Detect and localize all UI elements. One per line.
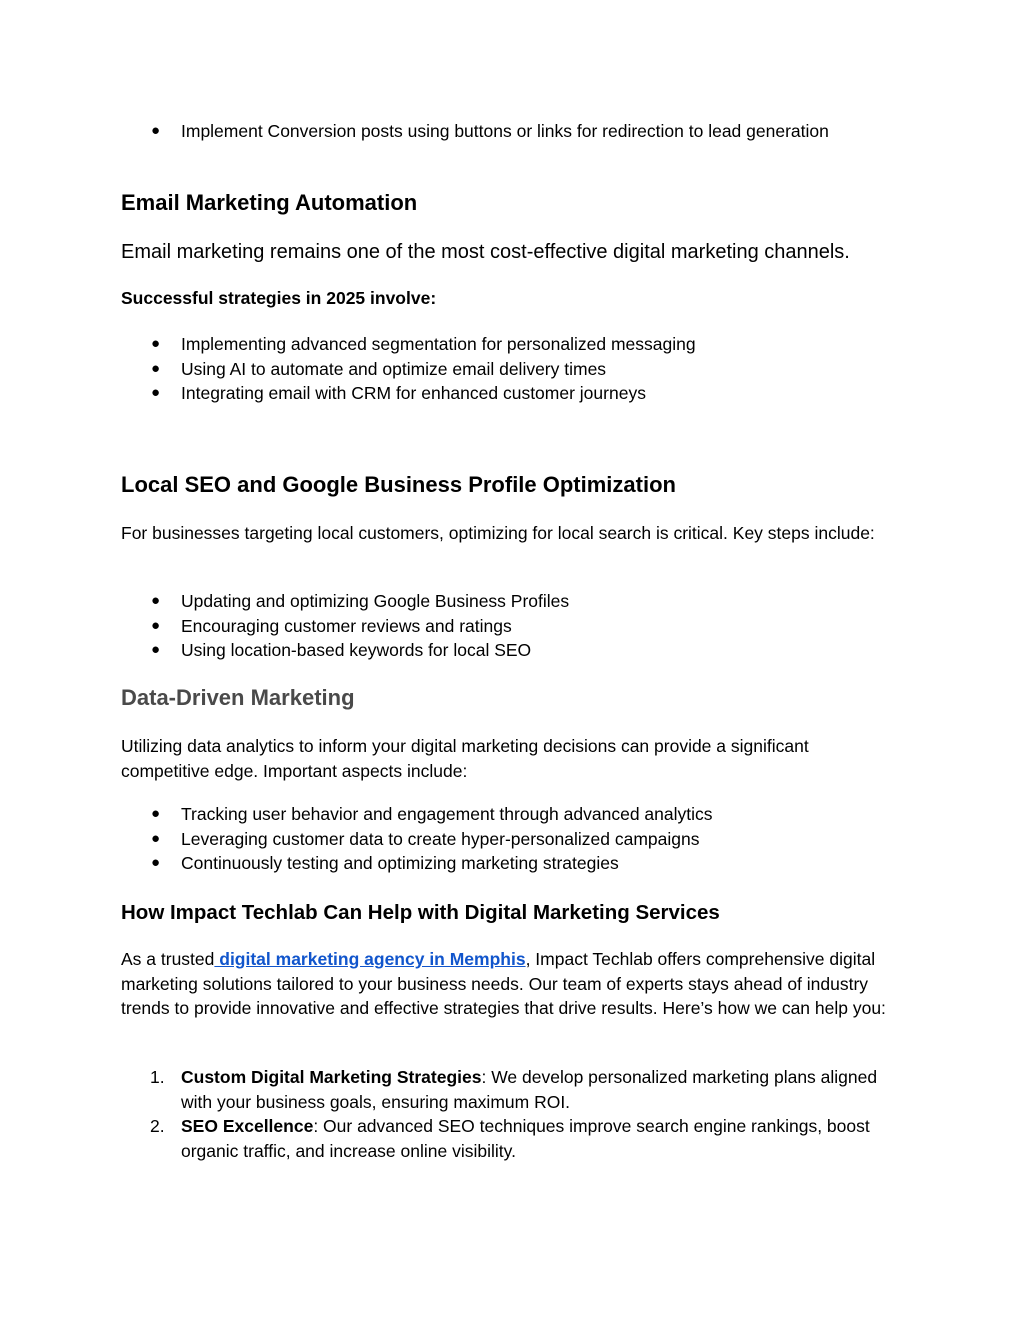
impact-intro-after: , Impact Techlab offers comprehensive digital marketing solutions tailored to your business needs. Our team of experts stays ahead of industry trends to provide innovative and effective strategies that drive results. Here’s how we can help you:	[121, 949, 886, 1018]
email-heading: Email Marketing Automation	[121, 190, 418, 215]
list-item-title: Custom Digital Marketing Strategies	[181, 1067, 482, 1087]
local-seo-heading: Local SEO and Google Business Profile Optimization	[121, 472, 676, 497]
top-bullet-list	[121, 119, 901, 144]
bullet-icon: ●	[151, 122, 161, 139]
data-driven-list	[121, 802, 901, 876]
list-item-text: Implement Conversion posts using buttons or links for redirection to lead generation	[181, 121, 829, 141]
local-seo-intro: For businesses targeting local customers, optimizing for local search is critical. Key steps include:	[121, 523, 875, 543]
email-subheading: Successful strategies in 2025 involve:	[121, 288, 437, 308]
list-item-text: : We develop personalized marketing plans aligned with your business goals, ensuring maximum ROI.	[181, 1067, 878, 1112]
list-item	[121, 614, 901, 639]
email-strategy-list	[121, 332, 901, 406]
list-number: 1.	[150, 1067, 165, 1087]
local-seo-list	[121, 589, 901, 663]
impact-services-list	[121, 1065, 901, 1163]
list-item	[121, 638, 901, 663]
list-item-text: Updating and optimizing Google Business Profiles	[181, 591, 570, 611]
list-item	[121, 827, 901, 852]
list-item-text: Using location-based keywords for local SEO	[181, 640, 532, 660]
memphis-agency-link[interactable]: digital marketing agency in Memphis	[214, 949, 526, 969]
list-item-text: Using AI to automate and optimize email delivery times	[181, 358, 607, 379]
bullet-icon: ●	[151, 592, 161, 609]
data-driven-intro: Utilizing data analytics to inform your digital marketing decisions can provide a significant competitive edge. Important aspects include:	[121, 736, 809, 781]
bullet-icon: ●	[151, 359, 161, 377]
list-item	[121, 357, 901, 382]
data-driven-heading: Data-Driven Marketing	[121, 685, 355, 710]
email-lead: Email marketing remains one of the most cost-effective digital marketing channels.	[121, 241, 850, 263]
list-item	[121, 1114, 901, 1163]
list-item	[121, 802, 901, 827]
bullet-icon: ●	[151, 829, 161, 847]
list-number: 2.	[150, 1116, 165, 1136]
list-item-text: : Our advanced SEO techniques improve search engine rankings, boost organic traffic, and increase online visibility.	[181, 1116, 870, 1161]
list-item	[121, 1065, 901, 1114]
list-item-text: Leveraging customer data to create hyper-personalized campaigns	[181, 828, 700, 849]
list-item	[121, 589, 901, 614]
list-item-text: Integrating email with CRM for enhanced customer journeys	[181, 383, 646, 403]
list-item-text: Implementing advanced segmentation for personalized messaging	[181, 334, 696, 354]
impact-intro-before: As a trusted	[121, 949, 215, 969]
list-item	[121, 381, 901, 406]
bullet-icon: ●	[151, 616, 161, 634]
bullet-icon: ●	[151, 641, 161, 658]
impact-heading: How Impact Techlab Can Help with Digital Marketing Services	[121, 901, 720, 924]
list-item-text: Tracking user behavior and engagement through advanced analytics	[181, 804, 713, 824]
list-item	[121, 119, 901, 144]
list-item	[121, 851, 901, 876]
impact-intro	[121, 947, 901, 1021]
list-item	[121, 332, 901, 357]
list-item-title: SEO Excellence	[181, 1116, 314, 1136]
bullet-icon: ●	[151, 854, 161, 871]
list-item-text: Encouraging customer reviews and ratings	[181, 615, 512, 636]
bullet-icon: ●	[151, 384, 161, 401]
list-item-text: Continuously testing and optimizing marketing strategies	[181, 853, 619, 873]
bullet-icon: ●	[151, 805, 161, 822]
bullet-icon: ●	[151, 335, 161, 352]
